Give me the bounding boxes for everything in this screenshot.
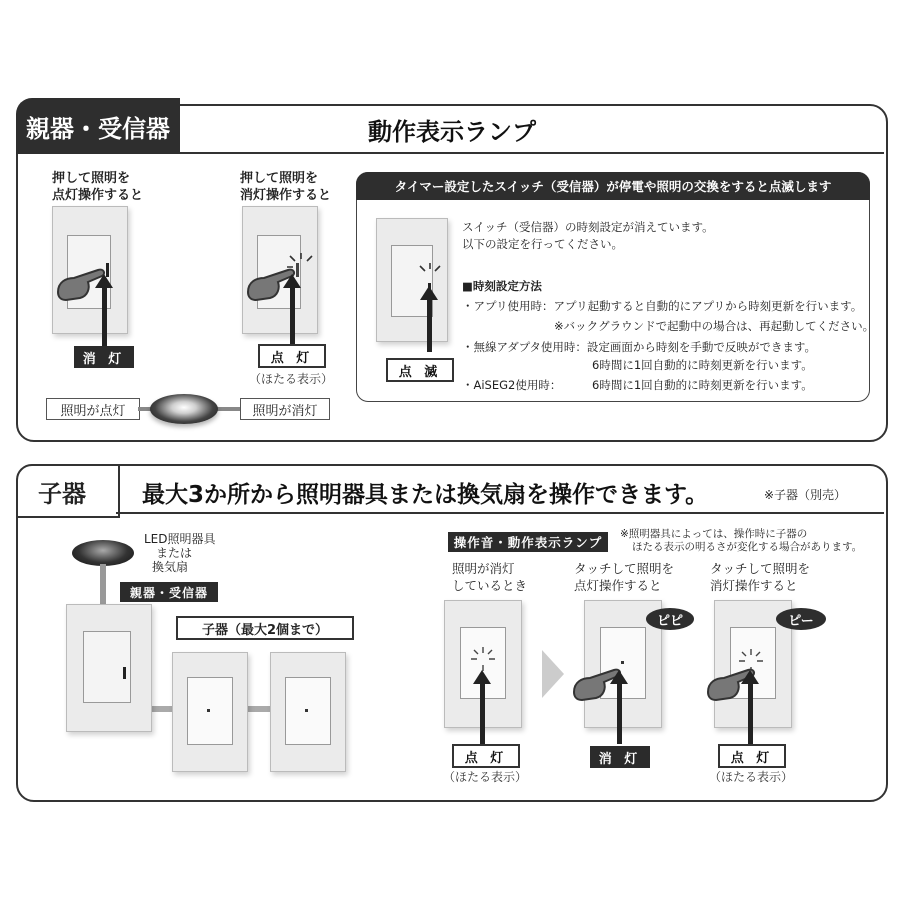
state1-caption-line1: 照明が消灯 [452, 561, 515, 576]
fixture-icon [72, 540, 134, 566]
switch1-state-label: 消 灯 [74, 346, 134, 368]
switch2-state-label: 点 灯 [258, 344, 326, 368]
switch2-arrow [290, 286, 295, 346]
method-line-aiseg-note: 6時間に1回自動的に時刻更新を行います。 [592, 378, 813, 392]
method-title: ■時刻設定方法 [462, 279, 542, 293]
lamp-icon [150, 394, 218, 424]
switch1-caption [52, 170, 143, 204]
state3-caption-line2: 消灯操作すると [710, 578, 798, 593]
state1-state-label: 点 灯 [452, 744, 520, 768]
switch3-state-label: 点 滅 [386, 358, 454, 382]
lamp-operation-note-line2: ほたる表示の明るさが変化する場合があります。 [632, 541, 863, 553]
state2-arrow [617, 682, 622, 744]
state3-caption-line1: タッチして照明を [710, 561, 811, 576]
switch1-arrow [102, 286, 107, 346]
lamp-off-label: 照明が消灯 [240, 398, 330, 420]
child-device1-panel [187, 677, 233, 745]
state1-state-sub: （ほたる表示） [442, 770, 527, 784]
parent-device-plate [66, 604, 152, 732]
fixture-caption-line1: LED照明器具 [144, 532, 216, 546]
switch3-arrow-head [420, 286, 438, 300]
state1-arrow-head [473, 670, 491, 684]
switch1-caption-line1: 押して照明を [52, 171, 131, 186]
state3-arrow [748, 682, 753, 744]
child-device2-dot [305, 709, 308, 712]
state1-arrow [480, 682, 485, 744]
parent-receiver-tab-label: 親器・受信器 [26, 114, 170, 143]
lamp-on-label: 照明が点灯 [46, 398, 140, 420]
state2-caption-line1: タッチして照明を [574, 561, 675, 576]
state2-bubble-text: ピピ [656, 613, 683, 629]
state1-caption [452, 560, 527, 594]
switch2-caption-line2: 消灯操作すると [240, 188, 332, 203]
child-device2-panel [285, 677, 331, 745]
fixture-caption [144, 532, 216, 574]
state3-bubble-text: ピー [788, 613, 814, 629]
fixture-caption-line2: または [156, 546, 193, 560]
chevron-right-icon [542, 650, 564, 698]
child-tab-label: 子器 [38, 480, 86, 508]
child-section-note: ※子器（別売） [764, 488, 847, 502]
fixture-caption-line3: 換気扇 [152, 560, 189, 574]
lamp-operation-note-line1: ※照明器具によっては、操作時に子器の [620, 528, 808, 540]
lamp-section-title: 動作表示ランプ [368, 118, 536, 146]
parent-device-label: 親器・受信器 [120, 582, 218, 602]
state2-bubble [646, 608, 694, 630]
state3-bubble [776, 608, 826, 630]
switch1-caption-line2: 点灯操作すると [52, 188, 144, 203]
switch2-caption [240, 170, 331, 204]
child-device1-plate [172, 652, 248, 772]
switch2-caption-line1: 押して照明を [240, 171, 319, 186]
method-line-aiseg: ・AiSEG2使用時： [462, 378, 562, 392]
switch1-arrow-head [95, 274, 113, 288]
state2-caption-line2: 点灯操作すると [574, 578, 662, 593]
child-divider-line [116, 512, 884, 514]
switch2-arrow-head [283, 274, 301, 288]
blink-info-text [462, 219, 862, 253]
state2-state-label: 消 灯 [590, 746, 650, 768]
state1-caption-line2: しているとき [452, 578, 528, 593]
state3-arrow-head [741, 670, 759, 684]
blink-info-line1: スイッチ（受信器）の時刻設定が消えています。 [462, 220, 714, 234]
parent-device-indicator [123, 667, 126, 679]
parent-receiver-tab [16, 98, 180, 154]
blink-info-header [356, 172, 870, 200]
state3-caption [710, 560, 810, 594]
state3-state-sub: （ほたる表示） [708, 770, 793, 784]
child-section-title: 最大3か所から照明器具または換気扇を操作できます。 [142, 482, 709, 508]
switch3-arrow [427, 298, 432, 352]
child-device-label: 子器（最大2個まで） [176, 616, 354, 640]
state3-state-label: 点 灯 [718, 744, 786, 768]
child-device2-plate [270, 652, 346, 772]
switch2-state-sub: （ほたる表示） [248, 372, 333, 386]
tab-divider-line [180, 152, 884, 154]
glow-icon [470, 646, 496, 672]
lamp-operation-note [620, 528, 862, 554]
method-line-adapter: ・無線アダプタ使用時：設定画面から時刻を手動で反映ができます。 [462, 340, 816, 354]
lamp-operation-header: 操作音・動作表示ランプ [448, 532, 608, 552]
blink-info-header-text: タイマー設定したスイッチ（受信器）が停電や照明の交換をすると点滅します [394, 179, 832, 194]
state2-arrow-head [610, 670, 628, 684]
method-line-adapter-note: 6時間に1回自動的に時刻更新を行います。 [592, 358, 813, 372]
glow-icon [416, 262, 444, 284]
state2-caption [574, 560, 674, 594]
method-line-app-note: ※バックグラウンドで起動中の場合は、再起動してください。 [554, 319, 875, 333]
blink-info-line2: 以下の設定を行ってください。 [462, 237, 623, 251]
child-device1-dot [207, 709, 210, 712]
method-line-app: ・アプリ使用時：アプリ起動すると自動的にアプリから時刻更新を行います。 [462, 299, 863, 313]
